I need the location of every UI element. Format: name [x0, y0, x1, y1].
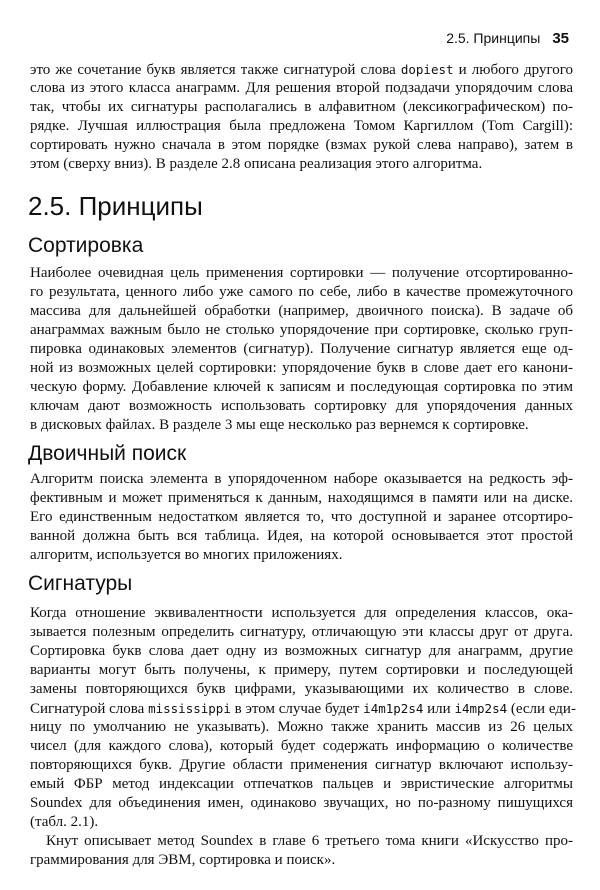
intro-line: это же сочетание букв является также сигнатурой слова dopiest и любого другого — [30, 62, 574, 78]
signatures-line: Когда отношение эквивалентности используется для определения классов, ока- — [30, 605, 573, 621]
binary-search-line: фективным и может применяться к данным, находящимся в памяти или на диске. — [30, 490, 573, 506]
sorting-line: Наиболее очевидная цель применения сортировки — получение отсортированно- — [30, 265, 573, 281]
signatures-line: замены повторяющихся букв цифрами, указывающими их количество в слове. — [30, 681, 573, 697]
subsection-heading-signatures: Сигнатуры — [28, 572, 133, 595]
code-word: i4m1p2s4 — [363, 701, 424, 716]
sorting-line: ключам дают возможность использовать сортировку для упорядочения данных — [30, 398, 573, 414]
page-number: 35 — [552, 30, 569, 47]
code-word: i4mp2s4 — [454, 701, 508, 716]
signatures-line: (табл. 2.1). — [30, 814, 99, 830]
intro-line: слова из этого класса анаграмм. Для решения второй подзадачи упорядочим слова — [30, 80, 573, 96]
signatures-line: ницу по умолчанию не указывать). Можно также хранить массив из 26 целых — [30, 719, 573, 735]
signatures-line: Soundex для объединения имен, одинаково звучащих, но по-разному пишущихся — [30, 795, 573, 811]
intro-line: рядке. Лучшая иллюстрация была предложена Томом Каргиллом (Tom Cargill): — [30, 118, 573, 134]
signatures-line: Сортировка букв слова дает одну из возможных сигнатур для анаграмм, другие — [30, 643, 573, 659]
signatures-line: повторяющихся букв. Другие области применения сигнатур включают использу- — [30, 757, 573, 773]
intro-line: этом (сверху вниз). В разделе 2.8 описана реализация этого алгоритма. — [30, 156, 483, 172]
running-head — [0, 30, 569, 50]
sorting-line: массива для дальнейшей обработки (например, двоичного поиска). В задаче об — [30, 303, 573, 319]
subsection-heading-binary-search: Двоичный поиск — [28, 442, 187, 465]
knuth-line: Кнут описывает метод Soundex в главе 6 третьего тома книги «Искусство про- — [46, 833, 573, 849]
sorting-line: пировка одинаковых элементов (сигнатур). Получение сигнатур является еще од- — [30, 341, 573, 357]
running-head-title: 2.5. Принципы — [446, 30, 541, 46]
intro-line: так, чтобы их сигнатуры располагались в алфавитном (лексикографическом) по- — [30, 99, 573, 115]
sorting-line: ческую форму. Добавление ключей к записям и последующая сортировка по этим — [30, 379, 573, 395]
sorting-line: го результата, ценного либо уже самого по себе, либо в качестве промежуточного — [30, 284, 573, 300]
binary-search-line: алгоритм, используется во многих приложениях. — [30, 547, 343, 563]
signatures-line: варианты могут быть получены, к примеру, путем сортировки и последующей — [30, 662, 573, 678]
intro-line: сортировать нужно сначала в этом порядке (взмах рукой слева направо), затем в — [30, 137, 573, 153]
knuth-line: граммирования для ЭВМ, сортировка и поиск». — [30, 852, 336, 868]
sorting-line: анаграммах важным было не столько упорядочение при сортировке, сколько груп- — [30, 322, 573, 338]
signatures-line: емый ФБР метод индексации отпечатков пальцев и эвристические алгоритмы — [30, 776, 573, 792]
code-word: mississippi — [148, 701, 231, 716]
signatures-line: зывается полезным определить сигнатуру, отличающую эти классы друг от друга. — [30, 624, 573, 640]
binary-search-line: Его единственным недостатком является то, что доступной и заранее отсортиро- — [30, 509, 573, 525]
signatures-code-line: Сигнатурой слова mississippi в этом случае будет i4m1p2s4 или i4mp2s4 (если еди- — [30, 701, 576, 717]
sorting-line: в дисковых файлах. В разделе 3 мы еще несколько раз вернемся к сортировке. — [30, 417, 529, 433]
binary-search-line: Алгоритм поиска элемента в упорядоченном наборе оказывается на редкость эф- — [30, 471, 573, 487]
signatures-line: чисел (для каждого слова), который будет содержать информацию о количестве — [30, 738, 573, 754]
subsection-heading-sorting: Сортировка — [28, 234, 144, 257]
code-word: dopiest — [400, 62, 454, 77]
binary-search-line: ванной должна быть вся таблица. Идея, на которой основывается этот простой — [30, 528, 573, 544]
sorting-line: ной из возможных целей сортировки: упорядочение букв в слове дает его канони- — [30, 360, 573, 376]
section-heading: 2.5. Принципы — [28, 191, 203, 221]
